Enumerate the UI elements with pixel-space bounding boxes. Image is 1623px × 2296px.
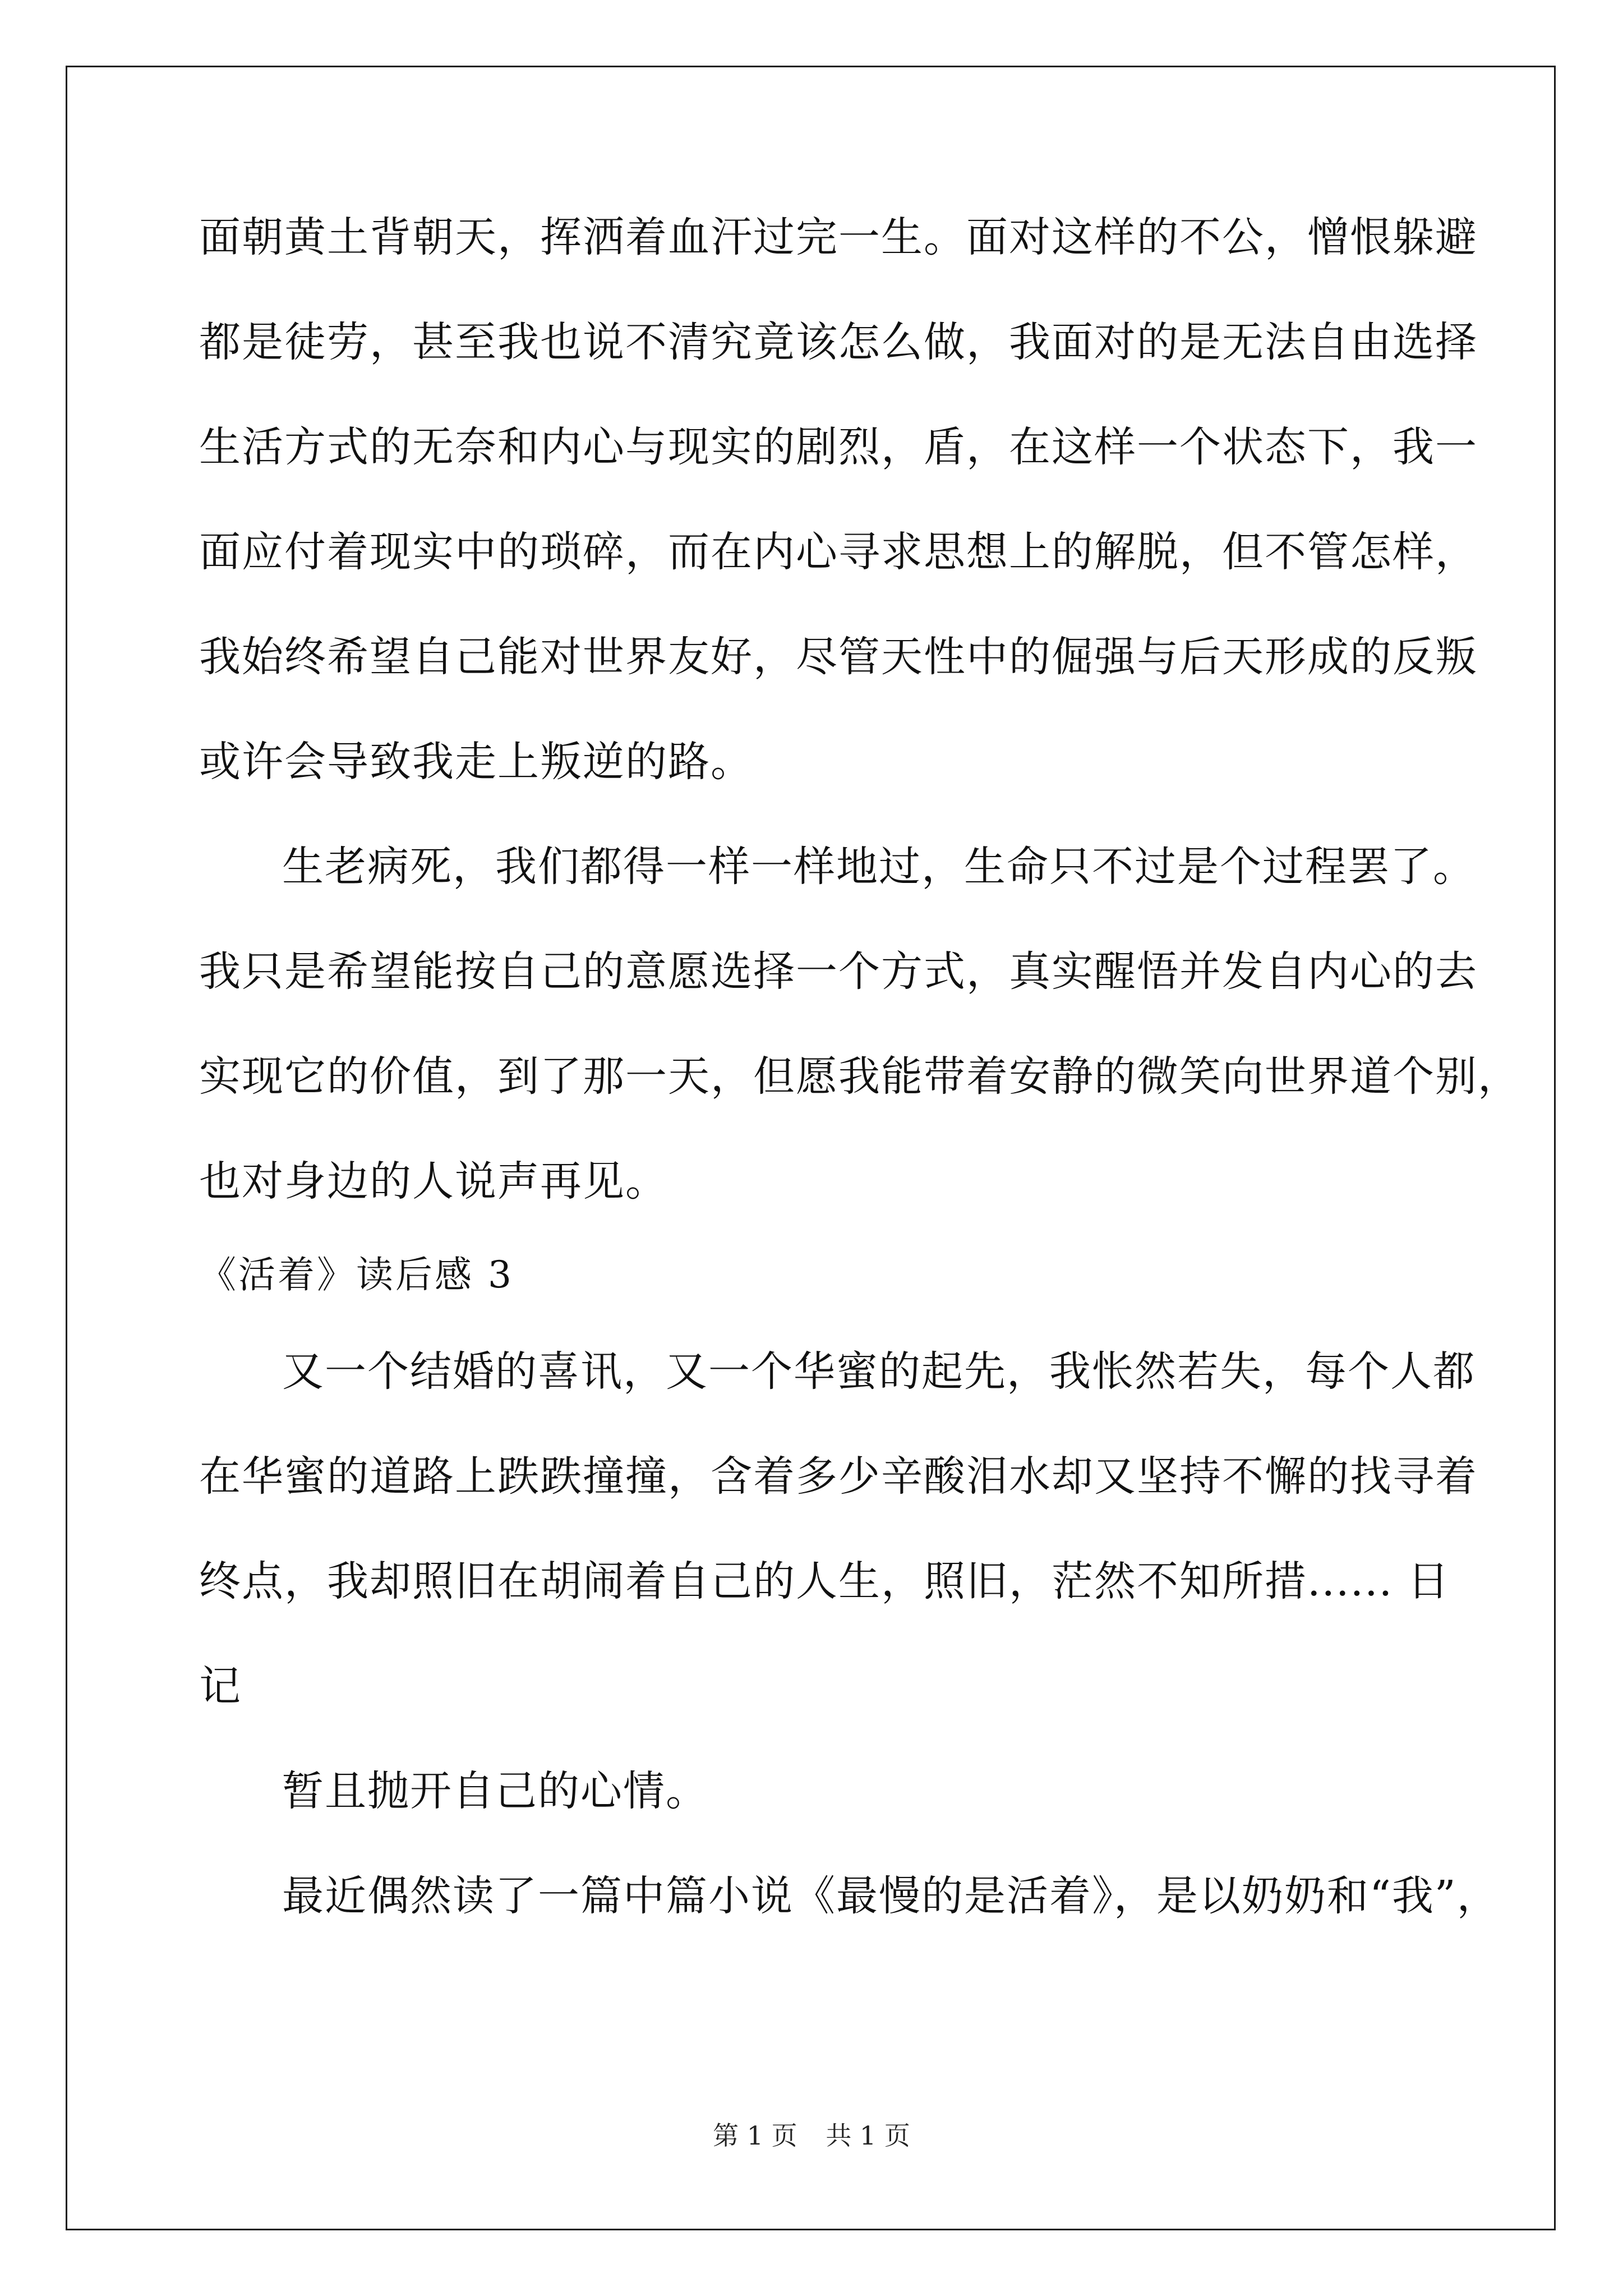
text-line: 也对身边的人说声再见。 <box>199 1157 668 1205</box>
text-line: 我只是希望能按自己的意愿选择一个方式，真实醒悟并发自内心的去 <box>199 947 1478 996</box>
text-line: 记 <box>199 1662 242 1710</box>
section-heading: 《活着》读后感 3 <box>199 1253 514 1296</box>
page-number: 第 1 页 <box>713 2120 797 2151</box>
text-line: 都是徒劳，甚至我也说不清究竟该怎么做，我面对的是无法自由选择 <box>199 318 1478 366</box>
paragraph-first-line: 生老病死，我们都得一样一样地过，生命只不过是个过程罢了。 <box>282 843 1476 891</box>
text-line: 实现它的价值，到了那一天，但愿我能带着安静的微笑向世界道个别， <box>199 1052 1520 1101</box>
text-line: 终点，我却照旧在胡闹着自己的人生，照旧，茫然不知所措...... 日 <box>199 1557 1450 1605</box>
paragraph-first-line: 最近偶然读了一篇中篇小说《最慢的是活着》，是以奶奶和“我”， <box>282 1872 1500 1920</box>
text-line: 生活方式的无奈和内心与现实的剧烈，盾，在这样一个状态下，我一 <box>199 423 1478 471</box>
text-line: 我始终希望自己能对世界友好，尽管天性中的倔强与后天形成的反叛 <box>199 633 1478 681</box>
text-line: 面朝黄土背朝天，挥洒着血汗过完一生。面对这样的不公，憎恨躲避 <box>199 213 1478 261</box>
paragraph-first-line: 又一个结婚的喜讯，又一个华蜜的起先，我怅然若失，每个人都 <box>282 1347 1476 1396</box>
text-line: 面应付着现实中的琐碎，而在内心寻求思想上的解脱，但不管怎样， <box>199 528 1478 576</box>
page-footer <box>0 2119 1623 2152</box>
paragraph-first-line: 暂且抛开自己的心情。 <box>282 1767 708 1815</box>
text-line: 或许会导致我走上叛逆的路。 <box>199 738 753 786</box>
text-line: 在华蜜的道路上跌跌撞撞，含着多少辛酸泪水却又坚持不懈的找寻着 <box>199 1452 1478 1501</box>
page-total: 共 1 页 <box>826 2120 910 2151</box>
